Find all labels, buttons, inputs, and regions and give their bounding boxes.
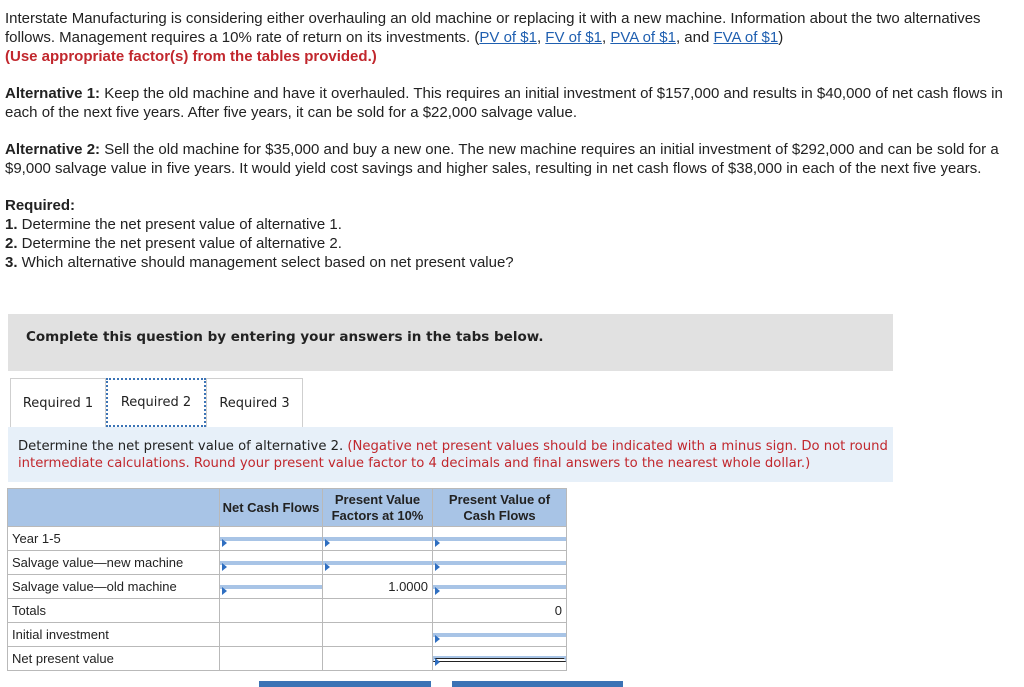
row-label: Year 1-5 [8,527,220,551]
alternative-2: Alternative 2: Sell the old machine for $35,000 and buy a new one. The new machine requires an initial investment of $292,000 and can be sold for a $9,000 salvage value in five years. It would yield cost savings and higher sales, resulting in net cash flows of $38,000 in each of the next five years. [5,141,999,177]
row-label: Initial investment [8,623,220,647]
npv-table [7,488,567,671]
salvage-new-pv-input[interactable] [433,561,566,565]
alternative-1: Alternative 1: Keep the old machine and have it overhauled. This requires an initial investment of $157,000 and results in $40,000 of net cash flows in each of the next five years. After five years, it can be sold for a $22,000 salvage value. [5,85,1003,121]
table-row [8,527,567,551]
pv-of-1-link[interactable]: PV of $1 [479,29,537,46]
panel-instructions: Determine the net present value of alternative 2. (Negative net present values should be indicated with a minus sign. Do not round intermediate calculations. Round your present value factor to 4 decimals and final answers to the nearest whole dollar.) [18,439,888,471]
table-row [8,599,567,623]
tab-panel-header [8,427,893,482]
table-row [8,647,567,671]
year-1-5-cash-input[interactable] [220,537,322,541]
tab-required-1[interactable]: Required 1 [10,378,106,427]
header-pv-factors: Present Value Factors at 10% [323,489,433,527]
question-text [5,9,1005,272]
totals-pv-value: 0 [433,599,567,623]
tab-required-2[interactable]: Required 2 [106,378,206,427]
fv-of-1-link[interactable]: FV of $1 [545,29,602,46]
salvage-new-factor-input[interactable] [323,561,432,565]
initial-investment-input[interactable] [433,633,566,637]
tab-required-3[interactable]: Required 3 [206,378,303,427]
salvage-new-cash-input[interactable] [220,561,322,565]
fva-of-1-link[interactable]: FVA of $1 [713,29,779,46]
salvage-old-factor-value: 1.0000 [323,575,433,599]
table-row [8,551,567,575]
row-label: Net present value [8,647,220,671]
instruction-box [8,314,893,371]
table-header-row [8,489,567,527]
prev-tab-button[interactable] [259,681,431,687]
row-label: Salvage value—old machine [8,575,220,599]
header-blank [8,489,220,527]
salvage-old-pv-input[interactable] [433,585,566,589]
pva-of-1-link[interactable]: PVA of $1 [610,29,676,46]
table-row [8,623,567,647]
table-instruction: (Use appropriate factor(s) from the tables provided.) [5,48,377,65]
instruction-text: Complete this question by entering your answers in the tabs below. [26,329,544,345]
row-label: Salvage value—new machine [8,551,220,575]
row-label: Totals [8,599,220,623]
year-1-5-pv-input[interactable] [433,537,566,541]
year-1-5-factor-input[interactable] [323,537,432,541]
header-net-cash-flows: Net Cash Flows [220,489,323,527]
header-pv-cash-flows: Present Value of Cash Flows [433,489,567,527]
next-tab-button[interactable] [452,681,623,687]
intro-paragraph: Interstate Manufacturing is considering either overhauling an old machine or replacing it with a new machine. Information about the two alternatives follows. Management requires a 10% rate of return on its investments. (PV of $1, FV of $1, PVA of $1, and FVA of $1) (Use appropriate factor(s) from the tables provided.) [5,10,981,65]
required-section: Required: 1. Determine the net present value of alternative 1. 2. Determine the net present value of alternative 2. 3. Which alternative should management select based on net present value? [5,197,514,271]
net-present-value-input[interactable] [433,656,566,662]
table-row [8,575,567,599]
salvage-old-cash-input[interactable] [220,585,322,589]
